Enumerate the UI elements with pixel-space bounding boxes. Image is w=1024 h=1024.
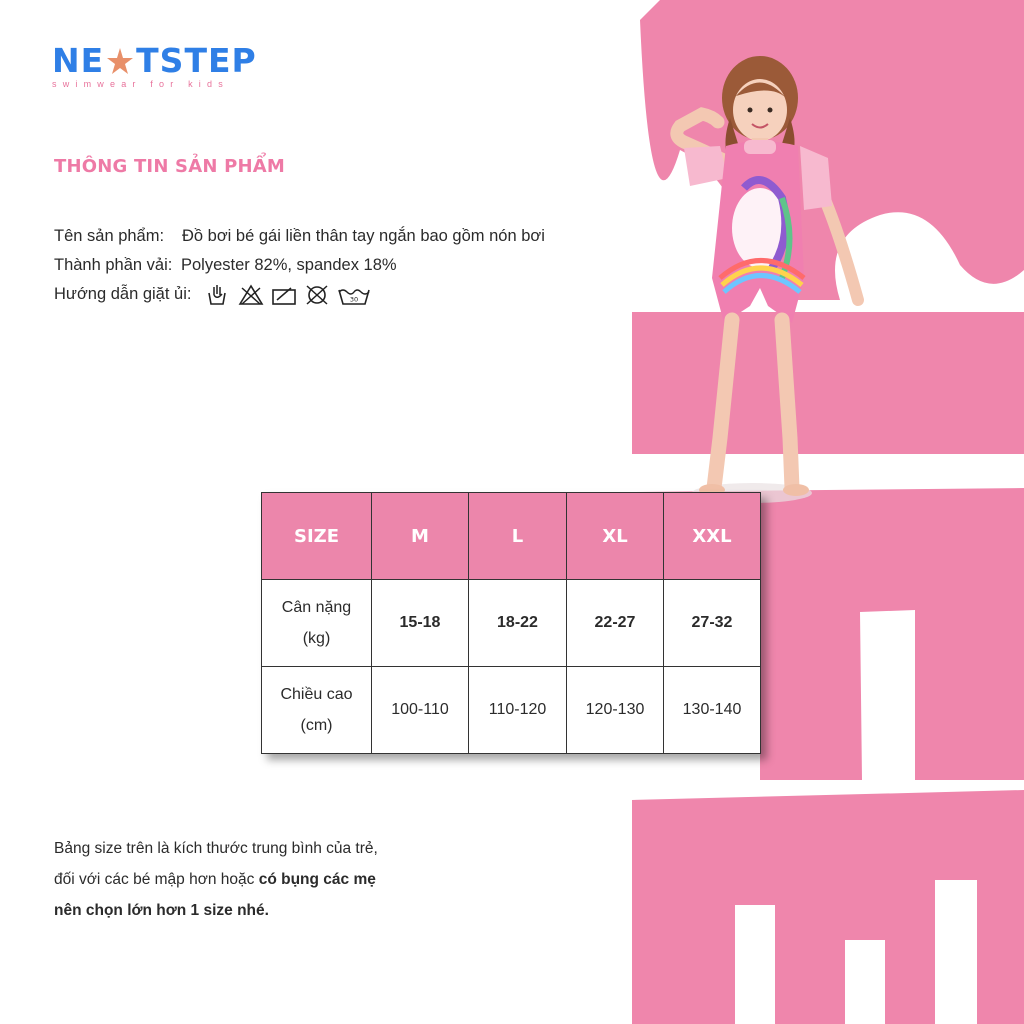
starfish-icon	[105, 46, 135, 76]
no-bleach-icon	[238, 284, 264, 306]
weight-value-xxl: 27-32	[664, 580, 761, 667]
no-tumble-dry-icon	[304, 284, 330, 306]
care-icons	[205, 284, 371, 306]
weight-value-l: 18-22	[469, 580, 567, 667]
note-line-1: Bảng size trên là kích thước trung bình của trẻ,	[54, 840, 378, 857]
note-line-3: nên chọn lớn hơn 1 size nhé.	[54, 902, 269, 919]
weight-row	[262, 580, 761, 667]
height-value-m: 100-110	[372, 667, 469, 754]
height-row	[262, 667, 761, 754]
weight-label-line2: (kg)	[302, 630, 331, 647]
height-label-line2: (cm)	[300, 717, 333, 734]
wash-temperature: 30	[350, 295, 359, 303]
weight-value-xl: 22-27	[567, 580, 664, 667]
material-row	[54, 251, 545, 280]
product-name-value: Đồ bơi bé gái liền thân tay ngắn bao gồm nón bơi	[182, 227, 545, 245]
care-label: Hướng dẫn giặt ủi:	[54, 285, 192, 303]
size-header-xxl: XXL	[664, 493, 761, 580]
product-info	[54, 222, 545, 309]
wash-30-icon	[337, 284, 371, 306]
brand-name-left: NE	[52, 41, 105, 80]
product-name-label: Tên sản phẩm:	[54, 227, 165, 245]
size-header-l: L	[469, 493, 567, 580]
weight-label	[262, 580, 372, 667]
brand-name	[52, 41, 257, 80]
note-line-2	[54, 864, 378, 895]
height-value-xl: 120-130	[567, 667, 664, 754]
care-row	[54, 280, 545, 309]
weight-label-line1: Cân nặng	[281, 599, 352, 616]
height-value-xxl: 130-140	[664, 667, 761, 754]
size-header-xl: XL	[567, 493, 664, 580]
brand-logo	[52, 41, 257, 89]
size-header-label: SIZE	[262, 493, 372, 580]
size-table-header-row	[262, 493, 761, 580]
section-title: THÔNG TIN SẢN PHẨM	[54, 156, 285, 177]
brand-name-right: TSTEP	[136, 41, 257, 80]
line-dry-icon	[271, 284, 297, 306]
size-note	[54, 833, 378, 926]
height-label	[262, 667, 372, 754]
kid-model-image	[632, 38, 892, 508]
weight-value-m: 15-18	[372, 580, 469, 667]
brand-tagline: swimwear for kids	[52, 79, 229, 89]
hand-wash-icon	[205, 284, 231, 306]
height-value-l: 110-120	[469, 667, 567, 754]
material-value: Polyester 82%, spandex 18%	[181, 256, 397, 274]
height-label-line1: Chiều cao	[280, 686, 353, 703]
note-line-2-bold: có bụng các mẹ	[258, 871, 376, 888]
note-line-2-normal: đối với các bé mập hơn hoặc	[54, 871, 259, 888]
size-header-m: M	[372, 493, 469, 580]
size-table	[261, 492, 761, 754]
product-name-row	[54, 222, 545, 251]
material-label: Thành phần vải:	[54, 256, 173, 274]
